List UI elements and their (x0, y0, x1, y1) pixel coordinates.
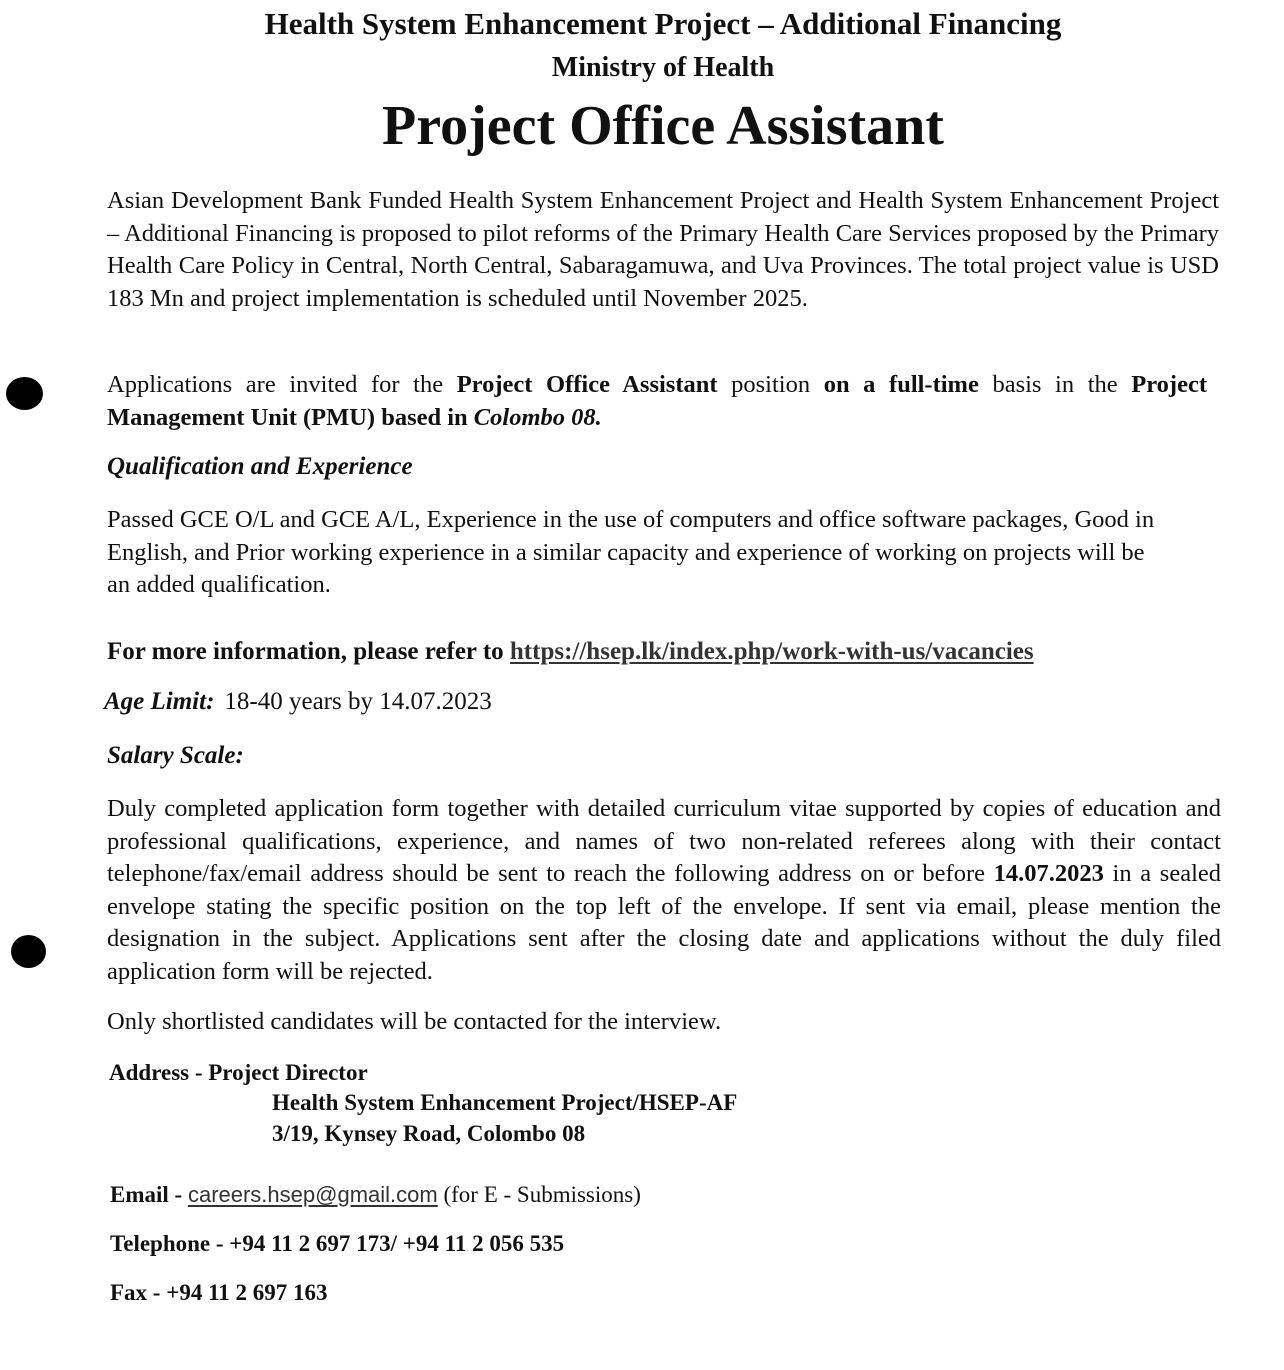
instructions-text: in a sealed envelope stating the specific position on the top left of the envelope. If sent via email, please mention the designation in the subject. Applications sent after the closing date and applications without the duly filed application form will be rejected. (107, 860, 1221, 985)
age-limit-line (104, 688, 492, 716)
application-instructions (107, 793, 1221, 988)
punch-hole-mark (11, 935, 46, 968)
invitation-position: Project Office Assistant (456, 371, 718, 398)
instructions-text: Duly completed application form together with detailed curriculum vitae supported by copies of education and professional qualifications, experience, and names of two non-related referees along with their contact telephone/fax/email address should be sent to reach the following address on or before (107, 795, 1221, 887)
more-info-line (107, 638, 1034, 666)
vacancies-link[interactable]: https://hsep.lk/index.php/work-with-us/vacancies (509, 638, 1034, 665)
email-label: Email - (110, 1182, 188, 1207)
shortlist-note: Only shortlisted candidates will be contacted for the interview. (107, 1008, 722, 1035)
punch-hole-mark (6, 377, 43, 410)
age-limit-value: 18-40 years by 14.07.2023 (224, 688, 492, 715)
more-info-label: For more information, please refer to (107, 638, 510, 665)
address-recipient: Address - Project Director (109, 1060, 368, 1085)
project-name-header: Health System Enhancement Project – Additional Financing (264, 6, 1062, 41)
qualification-text: Passed GCE O/L and GCE A/L, Experience in the use of computers and office software packages, Good in English, and Prior working experience in a similar capacity and experience of working on projects will be an added qualification. (107, 506, 1155, 598)
ministry-header: Ministry of Health (551, 52, 775, 83)
fax-line: Fax - +94 11 2 697 163 (110, 1280, 328, 1305)
email-link[interactable]: careers.hsep@gmail.com (187, 1182, 438, 1207)
deadline-date: 14.07.2023 (993, 860, 1104, 887)
invitation-unit: Project Management Unit (PMU) based in (107, 371, 1207, 431)
invitation-basis: on a full-time (823, 371, 979, 398)
age-limit-label: Age Limit: (104, 688, 215, 715)
invitation-paragraph (107, 368, 1207, 434)
salary-scale-label: Salary Scale: (107, 742, 244, 769)
invitation-location: Colombo 08. (473, 404, 602, 431)
email-note: (for E - Submissions) (437, 1182, 641, 1207)
invitation-text: Applications are invited for the (107, 371, 457, 398)
telephone-line: Telephone - +94 11 2 697 173/ +94 11 2 056 535 (110, 1231, 565, 1256)
qualification-heading: Qualification and Experience (107, 453, 413, 480)
address-street: 3/19, Kynsey Road, Colombo 08 (272, 1121, 586, 1146)
address-organization: Health System Enhancement Project/HSEP-AF (272, 1090, 738, 1115)
invitation-text: basis in the (978, 371, 1132, 398)
invitation-text: position (717, 371, 824, 398)
intro-paragraph: Asian Development Bank Funded Health System Enhancement Project and Health System Enhancement Project – Additional Financing is proposed to pilot reforms of the Primary Health Care Services proposed by the Primary Health Care Policy in Central, North Central, Sabaragamuwa, and Uva Provinces. The total project value is USD 183 Mn and project implementation is scheduled until November 2025. (107, 187, 1219, 312)
page-title: Project Office Assistant (382, 95, 944, 157)
email-line (110, 1182, 641, 1208)
